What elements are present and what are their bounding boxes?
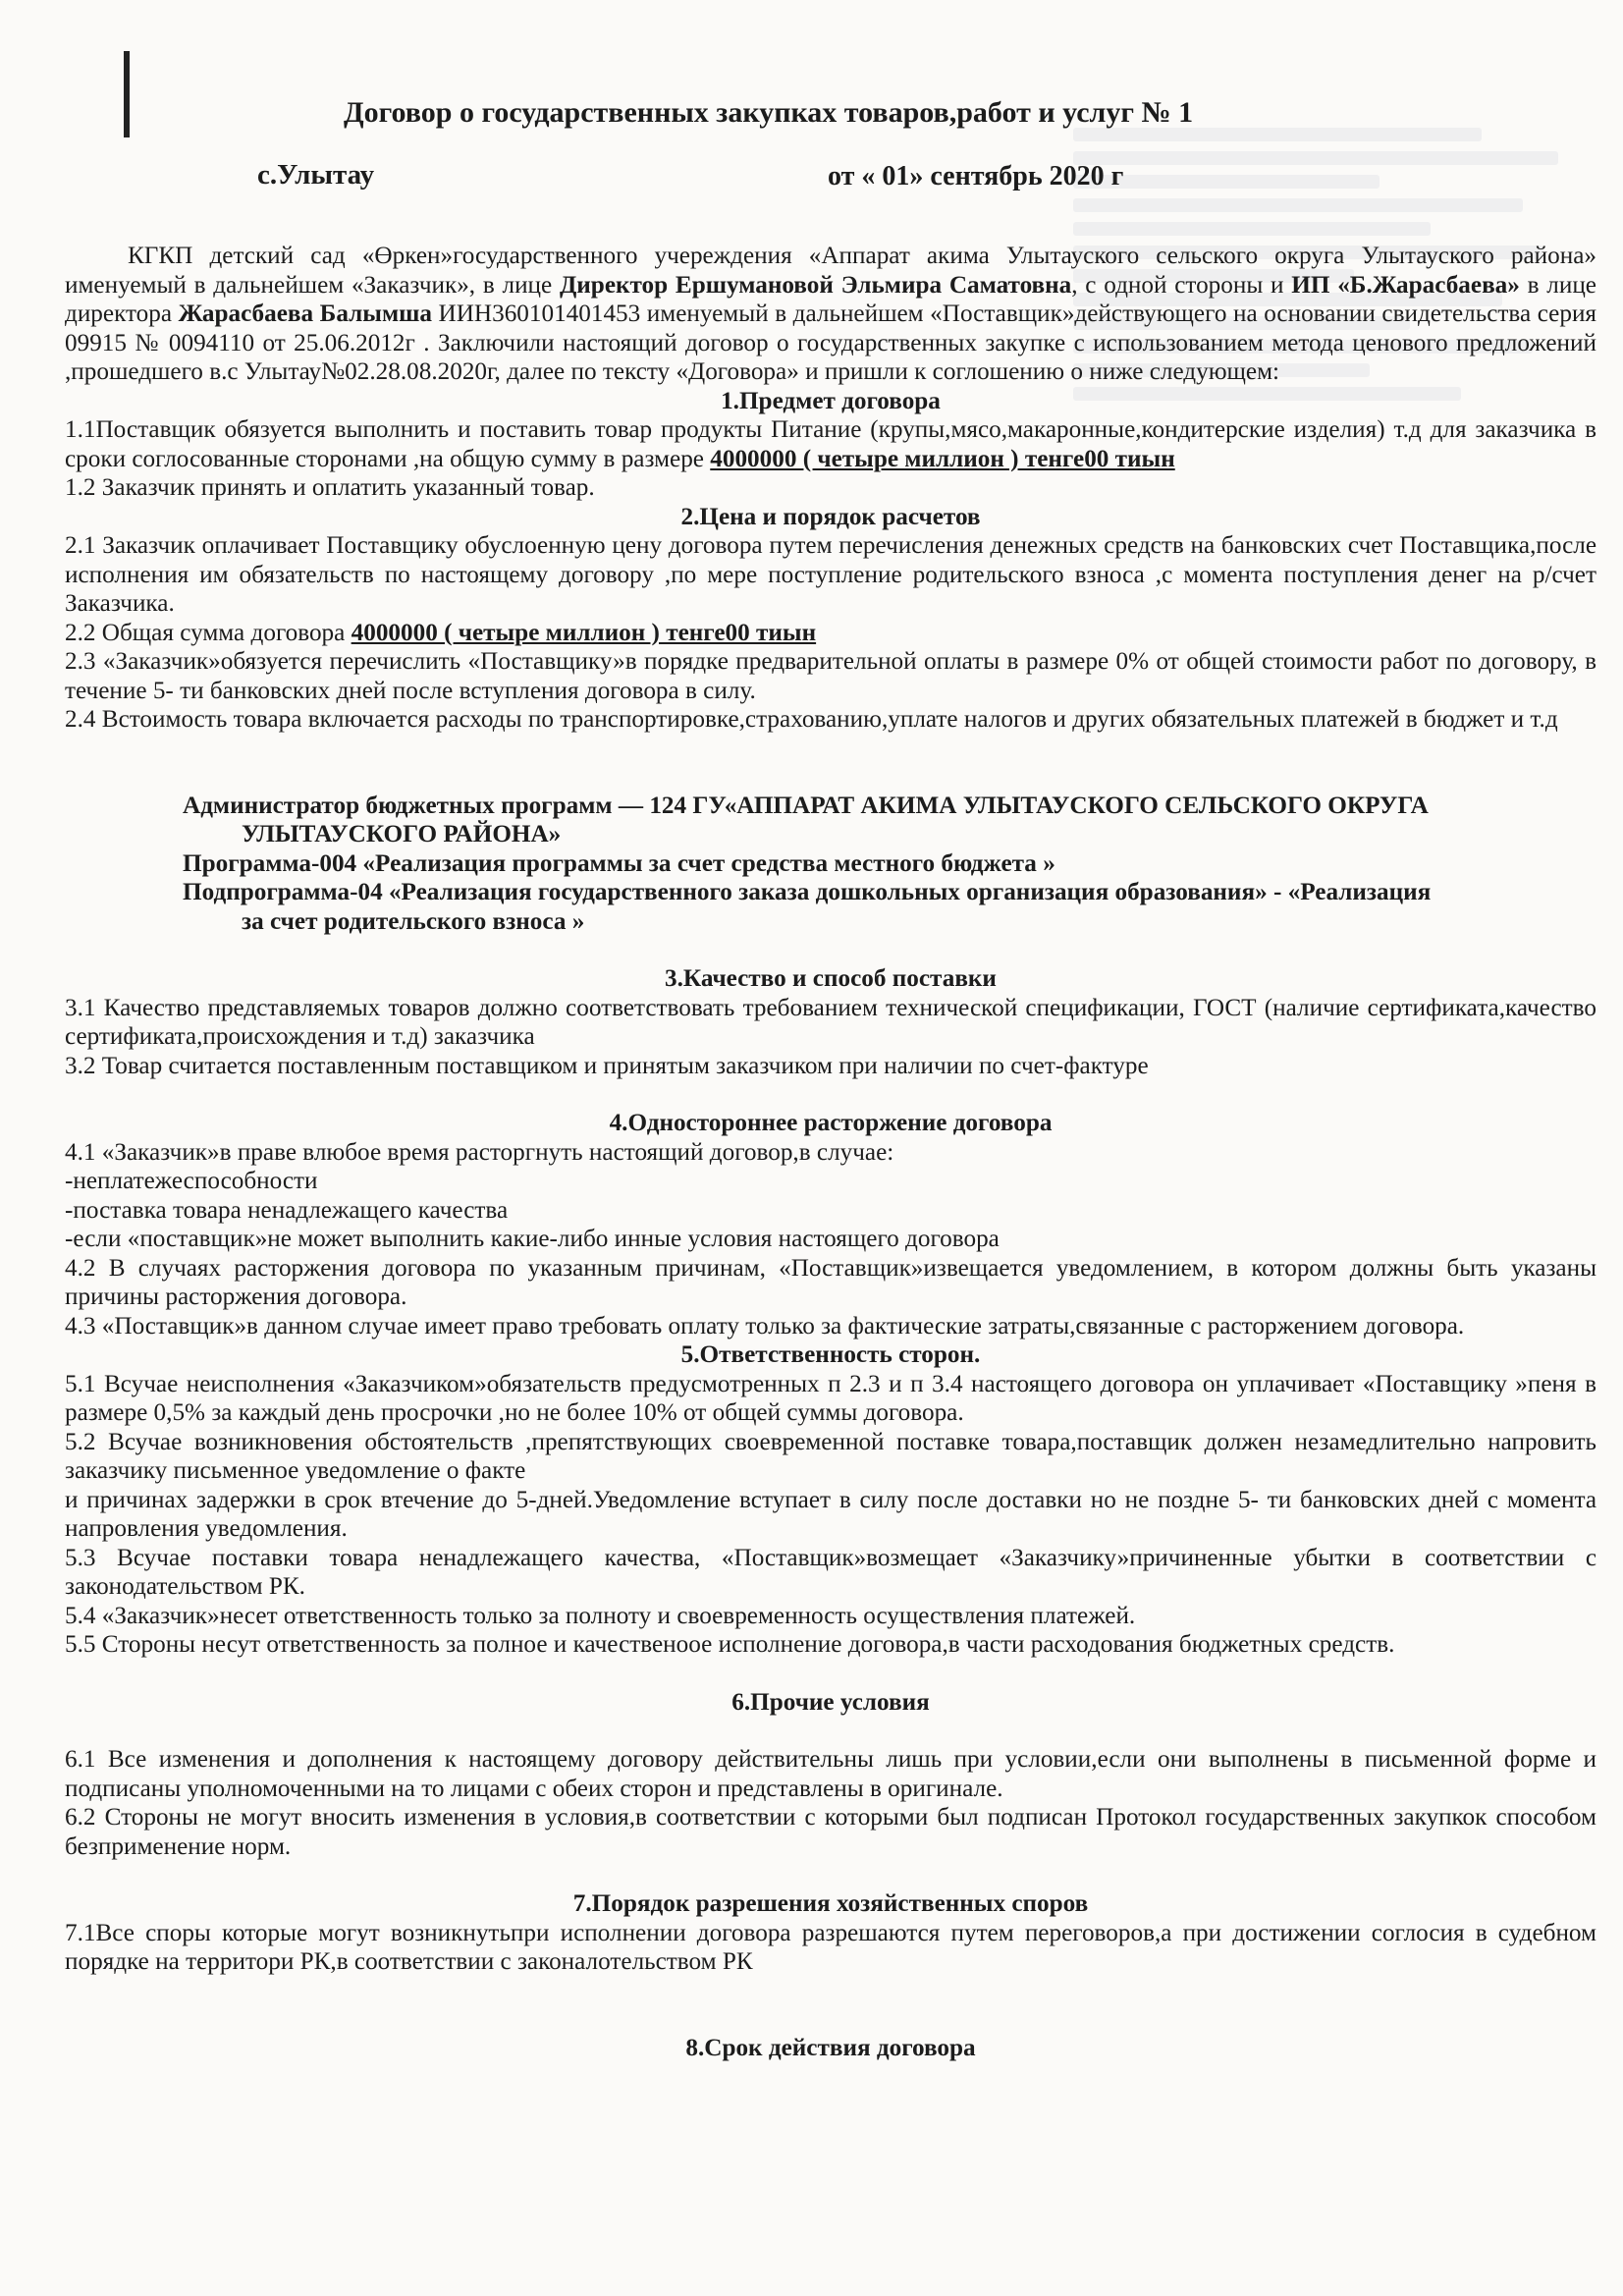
section-8-heading: 8.Срок действия договора — [685, 2034, 976, 2061]
section-4-heading: 4.Одностороннее расторжение договора — [609, 1110, 1053, 1136]
clause-2-4: 2.4 Встоимость товара включается расходы по транспортировке,страхованию,уплате налогов и других обязательных платежей в бюджет и т.д — [65, 706, 1558, 733]
clause-4-1-item: -если «поставщик»не может выполнить какие-либо инные условия настоящего договора — [65, 1226, 1000, 1252]
clause-1-2: 1.2 Заказчик принять и оплатить указанный товар. — [65, 474, 595, 501]
contract-sum-2: 4000000 ( четыре миллион ) тенге00 тиын — [351, 619, 817, 646]
clause-1-1-text: 1.1Поставщик обязуется выполнить и поставить товар продукты Питание (крупы,мясо,макаронные,кондитерские изделия) т.д для заказчика в сроки соглосованные сторонами ,на общую сумму в размере — [65, 416, 1596, 472]
budget-administrator — [65, 792, 1596, 849]
clause-4-1-item: -поставка товара ненадлежащего качества — [65, 1196, 509, 1224]
clause-5-5: 5.5 Стороны несут ответственность за полное и качественоое исполнение договора,в части расходования бюджетных средств. — [65, 1631, 1395, 1658]
document-title: Договор о государственных закупках товаров,работ и услуг № 1 — [344, 96, 1194, 129]
section-5-heading: 5.Ответственность сторон. — [680, 1341, 981, 1368]
contract-city: с.Улытау — [257, 159, 375, 191]
section-6-heading: 6.Прочие условия — [731, 1688, 930, 1716]
intro-text-3: в лице директора — [65, 271, 1596, 327]
section-7-heading: 7.Порядок разрешения хозяйственных споров — [572, 1890, 1089, 1917]
contract-body — [65, 242, 1596, 2062]
clause-3-2: 3.2 Товар считается поставленным поставщиком и принятым заказчиком при наличии по счет-фактуре — [65, 1052, 1149, 1079]
clause-4-1-item: -неплатежеспособности — [65, 1168, 318, 1194]
intro-paragraph — [65, 242, 1596, 387]
customer-director: Директор Ершумановой Эльмира Саматовна — [559, 271, 1072, 299]
clause-7-1: 7.1Все споры которые могут возникнутьпри исполнении договора разрешаются путем переговоров,а при достижении соглосия в судебном порядке на территори РК,в соответствии с законалотельством РК — [65, 1919, 1596, 1975]
admin-line-3b: за счет родительского взноса » — [242, 907, 585, 935]
supplier-director: Жарасбаева Балымша — [178, 301, 432, 327]
supplier-name: ИП «Б.Жарасбаева» — [1291, 271, 1520, 299]
clause-5-4: 5.4 «Заказчик»несет ответственность только за полноту и своевременность осуществления платежей. — [65, 1602, 1136, 1629]
admin-line-1: Администратор бюджетных программ — 124 ГУ«АППАРАТ АКИМА УЛЫТАУСКОГО СЕЛЬСКОГО ОКРУГА — [183, 792, 1429, 819]
section-2-heading: 2.Цена и порядок расчетов — [680, 503, 981, 530]
clause-6-1: 6.1 Все изменения и дополнения к настоящему договору действительны лишь при условии,если они выполнены в письменной форме и подписаны уполномоченными на то лицами с обеих сторон и представлены в оригинале. — [65, 1746, 1596, 1802]
clause-5-1: 5.1 Всучае неисполнения «Заказчиком»обязательств предусмотренных п 2.3 и п 3.4 настоящего договора он уплачивает «Поставщику »пеня в размере 0,5% за каждый день просрочки ,но не более 10% от общей суммы договора. — [65, 1370, 1596, 1426]
clause-5-2: 5.2 Всучае возникновения обстоятельств ,препятствующих своевременной поставке товара,поставщик должен незамедлительно напровить заказчику письменное уведомление о факте — [65, 1428, 1596, 1484]
clause-4-3: 4.3 «Поставщик»в данном случае имеет право требовать оплату только за фактические затраты,связанные с расторжением договора. — [65, 1312, 1465, 1339]
budget-subprogram — [65, 878, 1596, 936]
contract-date: от « 01» сентябрь 2020 г — [828, 161, 1124, 191]
clause-2-3: 2.3 «Заказчик»обязуется перечислить «Поставщику»в порядке предварительной оплаты в размере 0% от общей стоимости работ по договору, в течение 5- ти банковских дней после вступления договора в силу. — [65, 648, 1596, 704]
clause-4-1: 4.1 «Заказчик»в праве влюбое время расторгнуть настоящий договор,в случае: — [65, 1138, 894, 1166]
margin-mark — [124, 51, 130, 137]
clause-2-2 — [65, 619, 1596, 648]
admin-line-1b: УЛЫТАУСКОГО РАЙОНА» — [242, 821, 562, 847]
section-3-heading: 3.Качество и способ поставки — [665, 965, 997, 992]
clause-4-2: 4.2 В случаях расторжения договора по указанным причинам, «Поставщик»извещается уведомлением, в котором должны быть указаны причины расторжения договора. — [65, 1254, 1596, 1310]
clause-1-1 — [65, 415, 1596, 473]
clause-5-3: 5.3 Всучае поставки товара ненадлежащего качества, «Поставщик»возмещает «Заказчику»причиненные убытки в соответствии с законодательством РК. — [65, 1544, 1596, 1600]
clause-2-2-label: 2.2 Общая сумма договора — [65, 619, 352, 646]
section-1-heading: 1.Предмет договора — [721, 387, 941, 414]
intro-text-2: , с одной стороны и — [1071, 271, 1292, 299]
budget-program: Программа-004 «Реализация программы за счет средства местного бюджета » — [183, 849, 1055, 877]
clause-2-1: 2.1 Заказчик оплачивает Поставщику обуслоенную цену договора путем перечисления денежных средств на банковских счет Поставщика,после исполнения им обязательств по настоящему договору ,по мере поступление родительского взноса ,с момента поступления денег на р/счет Заказчика. — [65, 532, 1596, 617]
admin-line-3: Подпрограмма-04 «Реализация государственного заказа дошкольных организация образования» - «Реализация — [183, 879, 1432, 905]
intro-text-1: КГКП детский сад «Өркен»государственного учереждения «Аппарат акима Улытауского сельского округа Улытауского района» именуемый в дальнейшем «Заказчик», в лице — [65, 243, 1596, 299]
intro-text-4: ИИН360101401453 именуемый в дальнейшем «Поставщик»действующего на основании свидетельства серия 09915 № 0094110 от 25.06.2012г . Заключили настоящий договор о государственных закупке с использованием метода ценового предложений ,прошедшего в.с Улытау№02.28.08.2020г, далее по тексту «Договора» и пришли к соглошению о ниже следующем: — [65, 301, 1597, 385]
clause-3-1: 3.1 Качество представляемых товаров должно соответствовать требованием технической спецификации, ГОСТ (наличие сертификата,качество сертификата,происхождения и т.д) заказчика — [65, 994, 1596, 1050]
contract-sum-1: 4000000 ( четыре миллион ) тенге00 тиын — [710, 445, 1175, 472]
clause-6-2: 6.2 Стороны не могут вносить изменения в условия,в соответствии с которыми был подписан Протокол государственных закупкок способом безприменение норм. — [65, 1804, 1596, 1860]
clause-5-2-cont: и причинах задержки в срок втечение до 5-дней.Уведомление вступает в силу после доставки но не поздне 5- ти банковских дней с момента напровления уведомления. — [65, 1486, 1596, 1542]
